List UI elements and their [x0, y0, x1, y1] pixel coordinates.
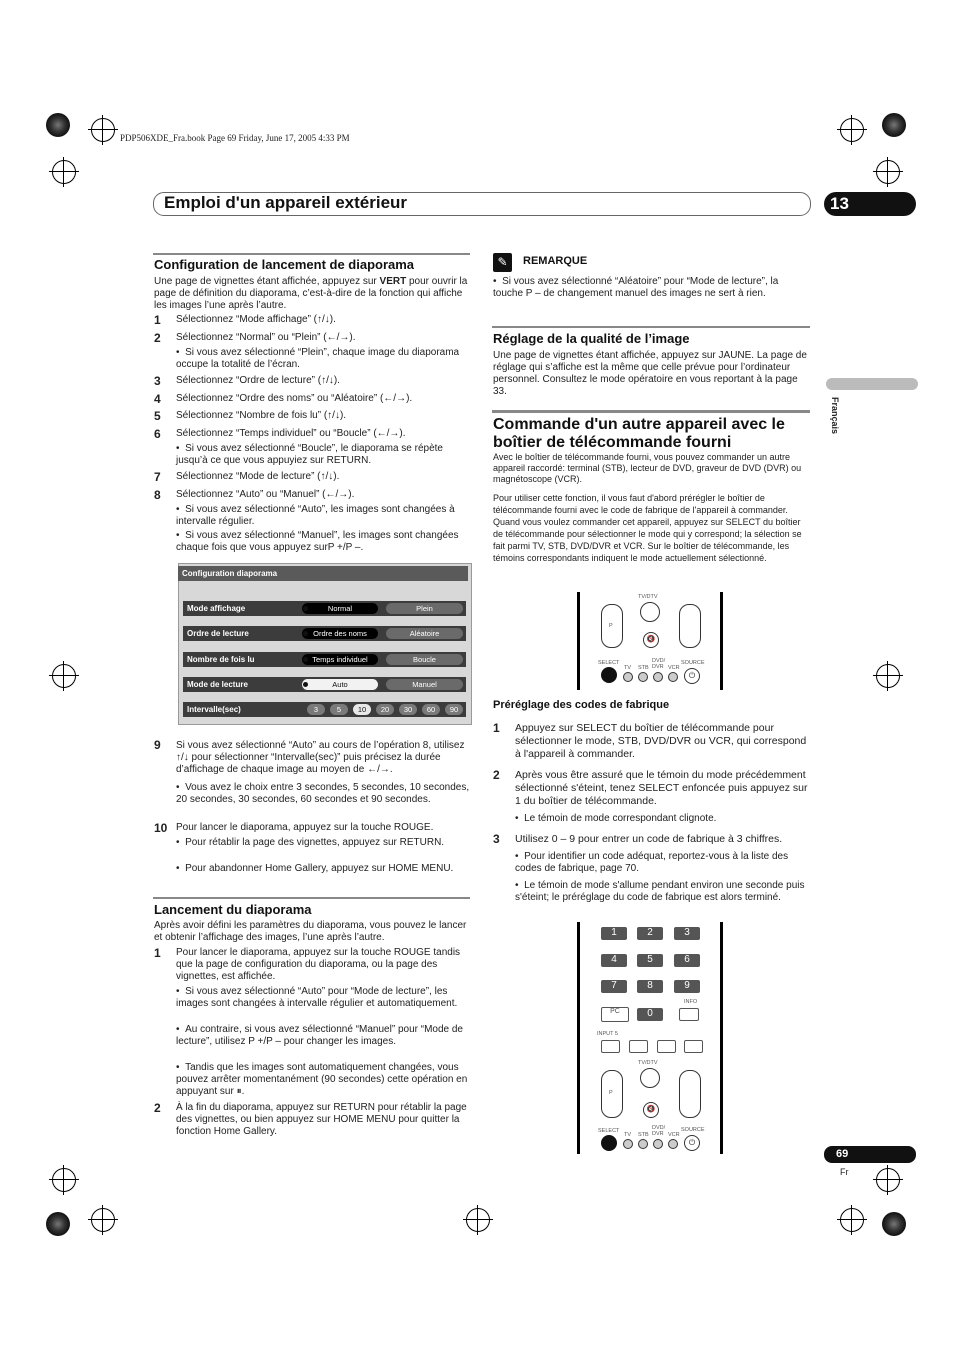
select-label: SELECT: [598, 660, 620, 666]
section-title: Commande d'un autre appareil avec le boîtier de télécommande fourni: [493, 416, 785, 451]
bullet: • Pour abandonner Home Gallery, appuyez sur HOME MENU.: [176, 863, 454, 874]
paragraph: Avec le boîtier de télécommande fourni, vous pouvez commander un autre appareil raccordé: terminal (STB), lecteur de DVD, graveur de DVD (DVR) ou magnétoscope (VCR).: [493, 452, 802, 484]
step-text: À la fin du diaporama, appuyez sur RETURN pour rétablir la page des vignettes, ou bien appuyez sur HOME MENU pour quitter la fonction Home Gallery.: [176, 1102, 467, 1137]
input5-button: [601, 1040, 620, 1053]
step-number: 3: [154, 374, 161, 388]
mute-icon: 🔇: [643, 632, 659, 648]
registration-mark: [52, 160, 76, 184]
step-number: 7: [154, 470, 161, 484]
vcr-label: VCR: [668, 665, 680, 671]
dialog-option-b[interactable]: Plein: [386, 603, 463, 614]
dvd-led: [653, 672, 663, 682]
stb-label: STB: [638, 1132, 649, 1138]
tv-dtv-button: [640, 602, 660, 622]
step-text: Pour lancer le diaporama, appuyez sur la touche ROUGE.: [176, 822, 434, 833]
section-intro: Une page de vignettes étant affichée, appuyez sur VERT pour ouvrir la page de définition du diaporama, c’est-à-dire de la fonction qui affiche les images l’une après l’autre.: [154, 276, 468, 311]
registration-mark: [52, 664, 76, 688]
registration-mark: [91, 1208, 115, 1232]
step-text: Appuyez sur SELECT du boîtier de télécommande pour sélectionner le mode, STB, DVD/DVR ou VCR, qui correspond à l'appareil à commander.: [515, 722, 807, 760]
power-icon: ⏻: [684, 1135, 700, 1151]
key-pc: PC: [601, 1007, 629, 1022]
split-button: [629, 1040, 648, 1053]
language-label: Français: [830, 397, 840, 435]
selected-dot: [303, 682, 308, 687]
mute-icon: 🔇: [643, 1102, 659, 1118]
paragraph: Pour utiliser cette fonction, il vous faut d'abord prérégler le boîtier de télécommande fourni avec le code de fabrique de l'appareil à commander. Quand vous voulez commander cet appareil, appuyez sur SELECT du boîtier de télécommande pour sélectionner le mode qui y correspond; la sélection se fait parmi TV, STB, DVD/DVR et VCR. Sur le boîtier de télécommande, les témoins correspondants indiquent le mode actuellement sélectionné.: [493, 493, 802, 563]
step-text: Sélectionnez “Ordre de lecture” (↑/↓).: [176, 375, 340, 386]
selected-dot: [303, 631, 308, 636]
step-number: 3: [493, 832, 500, 846]
section-intro: Après avoir défini les paramètres du diaporama, vous pouvez le lancer et obtenir l’affichage des images, l’une après l’autre.: [154, 920, 467, 943]
step-number: 1: [154, 313, 161, 327]
channel-label: P: [609, 623, 613, 629]
key-7: 7: [601, 980, 627, 993]
slideshow-dialog: [178, 563, 472, 725]
bullet: • Si vous avez sélectionné “Boucle”, le diaporama se répète jusqu’à ce que vous appuyiez sur RETURN.: [176, 443, 443, 466]
key-1: 1: [601, 927, 627, 940]
dialog-option-b[interactable]: Boucle: [386, 654, 463, 665]
source-label: SOURCE: [681, 660, 705, 666]
step-number: 2: [154, 331, 161, 345]
bullet: • Tandis que les images sont automatiquement changées, vous pouvez arrêter momentanément (90 secondes) cette opération en appuyant sur ⏸.: [176, 1062, 468, 1097]
step-text: Sélectionnez “Auto” ou “Manuel” (←/→).: [176, 489, 355, 500]
dialog-option-a[interactable]: Temps individuel: [302, 654, 378, 665]
remote-keypad-illustration: [577, 922, 723, 1154]
bullet: • Vous avez le choix entre 3 secondes, 5 secondes, 10 secondes, 20 secondes, 30 secondes, 60 secondes et 90 secondes.: [176, 782, 470, 805]
dialog-option-a[interactable]: Auto: [302, 679, 378, 690]
bullet: • Le témoin de mode s'allume pendant environ une seconde puis s'éteint; le préréglage du code de fabrique est alors terminé.: [515, 880, 805, 903]
interval-option[interactable]: 20: [376, 704, 394, 715]
dialog-option-b[interactable]: Manuel: [386, 679, 463, 690]
input5-label: INPUT 5: [597, 1031, 618, 1037]
stb-led: [638, 1139, 648, 1149]
info-icon: [679, 1008, 699, 1021]
dialog-option-a[interactable]: Normal: [302, 603, 378, 614]
tv-label: TV: [624, 665, 632, 671]
volume-rocker: [679, 604, 701, 648]
dialog-row-label: Ordre de lecture: [187, 629, 249, 638]
dialog-option-a[interactable]: Ordre des noms: [302, 628, 378, 639]
bullet: • Pour identifier un code adéquat, reportez-vous à la liste des codes de fabrique, page 70.: [515, 851, 789, 874]
chapter-number: 13: [824, 192, 916, 216]
registration-mark: [91, 118, 115, 142]
power-icon: ⏻: [684, 668, 700, 684]
select-button: [601, 1135, 617, 1151]
subsection-title: Préréglage des codes de fabrique: [493, 699, 670, 711]
step-number: 9: [154, 738, 161, 752]
section-rule: [153, 897, 470, 899]
dialog-row-label: Mode affichage: [187, 604, 246, 613]
interval-option[interactable]: 10: [353, 704, 371, 715]
step-number: 6: [154, 427, 161, 441]
book-info-line: PDP506XDE_Fra.book Page 69 Friday, June 17, 2005 4:33 PM: [120, 133, 350, 143]
step-number: 2: [493, 768, 500, 782]
registration-mark: [840, 118, 864, 142]
dialog-row[interactable]: [183, 677, 466, 692]
section-text: Une page de vignettes étant affichée, appuyez sur JAUNE. La page de réglage qui s’affiche est la même que celle prévue pour l’ordinateur personnel. Consultez le mode opératoire en vous reportant à la page 33.: [493, 350, 807, 397]
key-3: 3: [674, 927, 700, 940]
interval-option[interactable]: 3: [307, 704, 325, 715]
tv-led: [623, 672, 633, 682]
dialog-row-label: Mode de lecture: [187, 680, 248, 689]
bullet: • Si vous avez sélectionné “Plein”, chaque image du diaporama occupe la totalité de l’écran.: [176, 347, 460, 370]
registration-mark: [876, 664, 900, 688]
interval-option[interactable]: 60: [422, 704, 440, 715]
key-6: 6: [674, 954, 700, 967]
source-label: SOURCE: [681, 1127, 705, 1133]
tvdtv-label: TV/DTV: [638, 594, 658, 600]
selected-dot: [303, 657, 308, 662]
tv-label: TV: [624, 1132, 632, 1138]
note-icon: ✎: [493, 253, 512, 272]
tv-led: [623, 1139, 633, 1149]
step-text: Sélectionnez “Temps individuel” ou “Boucle” (←/→).: [176, 428, 406, 439]
registration-mark: [876, 160, 900, 184]
dialog-row[interactable]: [183, 601, 466, 616]
vcr-label: VCR: [668, 1132, 680, 1138]
bullet: • Pour rétablir la page des vignettes, appuyez sur RETURN.: [176, 837, 445, 848]
page-language: Fr: [840, 1167, 849, 1177]
step-text: Sélectionnez “Normal” ou “Plein” (←/→).: [176, 332, 356, 343]
step-text: Si vous avez sélectionné “Auto” au cours de l’opération 8, utilisez ↑/↓ pour sélectionner “Intervalle(sec)” puis précisez la durée d’affichage de chaque image au moyen de ←/→.: [176, 740, 465, 775]
key-8: 8: [637, 980, 663, 993]
volume-rocker: [679, 1070, 701, 1118]
dialog-row-label: Intervalle(sec): [187, 705, 241, 714]
selected-dot: [303, 606, 308, 611]
info-label: INFO: [684, 999, 698, 1005]
select-label: SELECT: [598, 1128, 620, 1134]
interval-option[interactable]: 90: [445, 704, 463, 715]
key-0: 0: [637, 1008, 663, 1021]
bullet: • Le témoin de mode correspondant clignote.: [515, 813, 717, 824]
tvdtv-label: TV/DTV: [638, 1060, 658, 1066]
dialog-option-b[interactable]: Aléatoire: [386, 628, 463, 639]
stb-label: STB: [638, 665, 649, 671]
key-5: 5: [637, 954, 663, 967]
section-title: Configuration de lancement de diaporama: [154, 257, 415, 272]
key-4: 4: [601, 954, 627, 967]
dialog-row[interactable]: [183, 702, 466, 717]
dialog-row[interactable]: [183, 626, 466, 641]
vcr-led: [668, 1139, 678, 1149]
vcr-led: [668, 672, 678, 682]
bullet: • Si vous avez sélectionné “Manuel”, les images sont changées chaque fois que vous appuyez surP +/P –.: [176, 530, 459, 553]
bullet: • Si vous avez sélectionné “Aléatoire” pour “Mode de lecture”, la touche P – de changement manuel des images ne sert à rien.: [493, 276, 779, 299]
screen-button: [684, 1040, 703, 1053]
step-number: 1: [154, 946, 161, 960]
tv-dtv-button: [640, 1068, 660, 1088]
bullet: • Au contraire, si vous avez sélectionné “Manuel” pour “Mode de lecture”, utilisez P +/P – pour changer les images.: [176, 1024, 463, 1047]
page-number: 69: [824, 1146, 916, 1163]
key-2: 2: [637, 927, 663, 940]
registration-disc-tl: [46, 113, 70, 137]
interval-option[interactable]: 5: [330, 704, 348, 715]
registration-mark: [466, 1208, 490, 1232]
registration-disc-tr: [882, 113, 906, 137]
step-text: Après vous être assuré que le témoin du mode précédemment sélectionné s'éteint, tenez SELECT enfoncée puis appuyez sur 1 du boîtier de télécommande.: [515, 769, 808, 807]
chapter-title: Emploi d'un appareil extérieur: [164, 193, 408, 212]
key-9: 9: [674, 980, 700, 993]
section-title: Réglage de la qualité de l’image: [493, 331, 690, 346]
step-number: 1: [493, 721, 500, 735]
registration-mark: [840, 1208, 864, 1232]
stb-led: [638, 672, 648, 682]
registration-mark: [876, 1168, 900, 1192]
dialog-row[interactable]: [183, 652, 466, 667]
step-number: 2: [154, 1101, 161, 1115]
section-rule: [153, 253, 470, 255]
dialog-row-label: Nombre de fois lu: [187, 655, 255, 664]
dvd-led: [653, 1139, 663, 1149]
step-text: Sélectionnez “Mode affichage” (↑/↓).: [176, 314, 336, 325]
section-rule: [492, 410, 810, 413]
step-number: 5: [154, 409, 161, 423]
step-number: 4: [154, 392, 161, 406]
step-text: Sélectionnez “Nombre de fois lu” (↑/↓).: [176, 410, 347, 421]
remote-control-illustration: [577, 592, 723, 690]
language-tab: [826, 378, 918, 390]
dvd-label: DVD/ DVR: [652, 658, 666, 670]
dialog-title: Configuration diaporama: [178, 566, 468, 581]
bullet: • Si vous avez sélectionné “Auto” pour “Mode de lecture”, les images sont changées à intervalle régulier et automatiquement.: [176, 986, 458, 1009]
step-text: Sélectionnez “Mode de lecture” (↑/↓).: [176, 471, 340, 482]
select-button: [601, 667, 617, 683]
section-title: Lancement du diaporama: [154, 902, 312, 917]
registration-mark: [52, 1168, 76, 1192]
section-rule: [492, 326, 810, 328]
interval-option[interactable]: 30: [399, 704, 417, 715]
step-number: 8: [154, 488, 161, 502]
freeze-button: [657, 1040, 676, 1053]
bullet: • Si vous avez sélectionné “Auto”, les images sont changées à intervalle régulier.: [176, 504, 455, 527]
step-text: Utilisez 0 – 9 pour entrer un code de fabrique à 3 chiffres.: [515, 833, 783, 845]
step-number: 10: [154, 821, 168, 835]
remark-title: REMARQUE: [523, 255, 588, 267]
dvd-label: DVD/ DVR: [652, 1125, 666, 1137]
registration-disc-br: [882, 1212, 906, 1236]
step-text: Pour lancer le diaporama, appuyez sur la touche ROUGE tandis que la page de configuration du diaporama, ou la page des vignettes, est affichée.: [176, 947, 461, 982]
registration-disc-bl: [46, 1212, 70, 1236]
channel-label: P: [609, 1090, 613, 1096]
step-text: Sélectionnez “Ordre des noms” ou “Aléatoire” (←/→).: [176, 393, 413, 404]
